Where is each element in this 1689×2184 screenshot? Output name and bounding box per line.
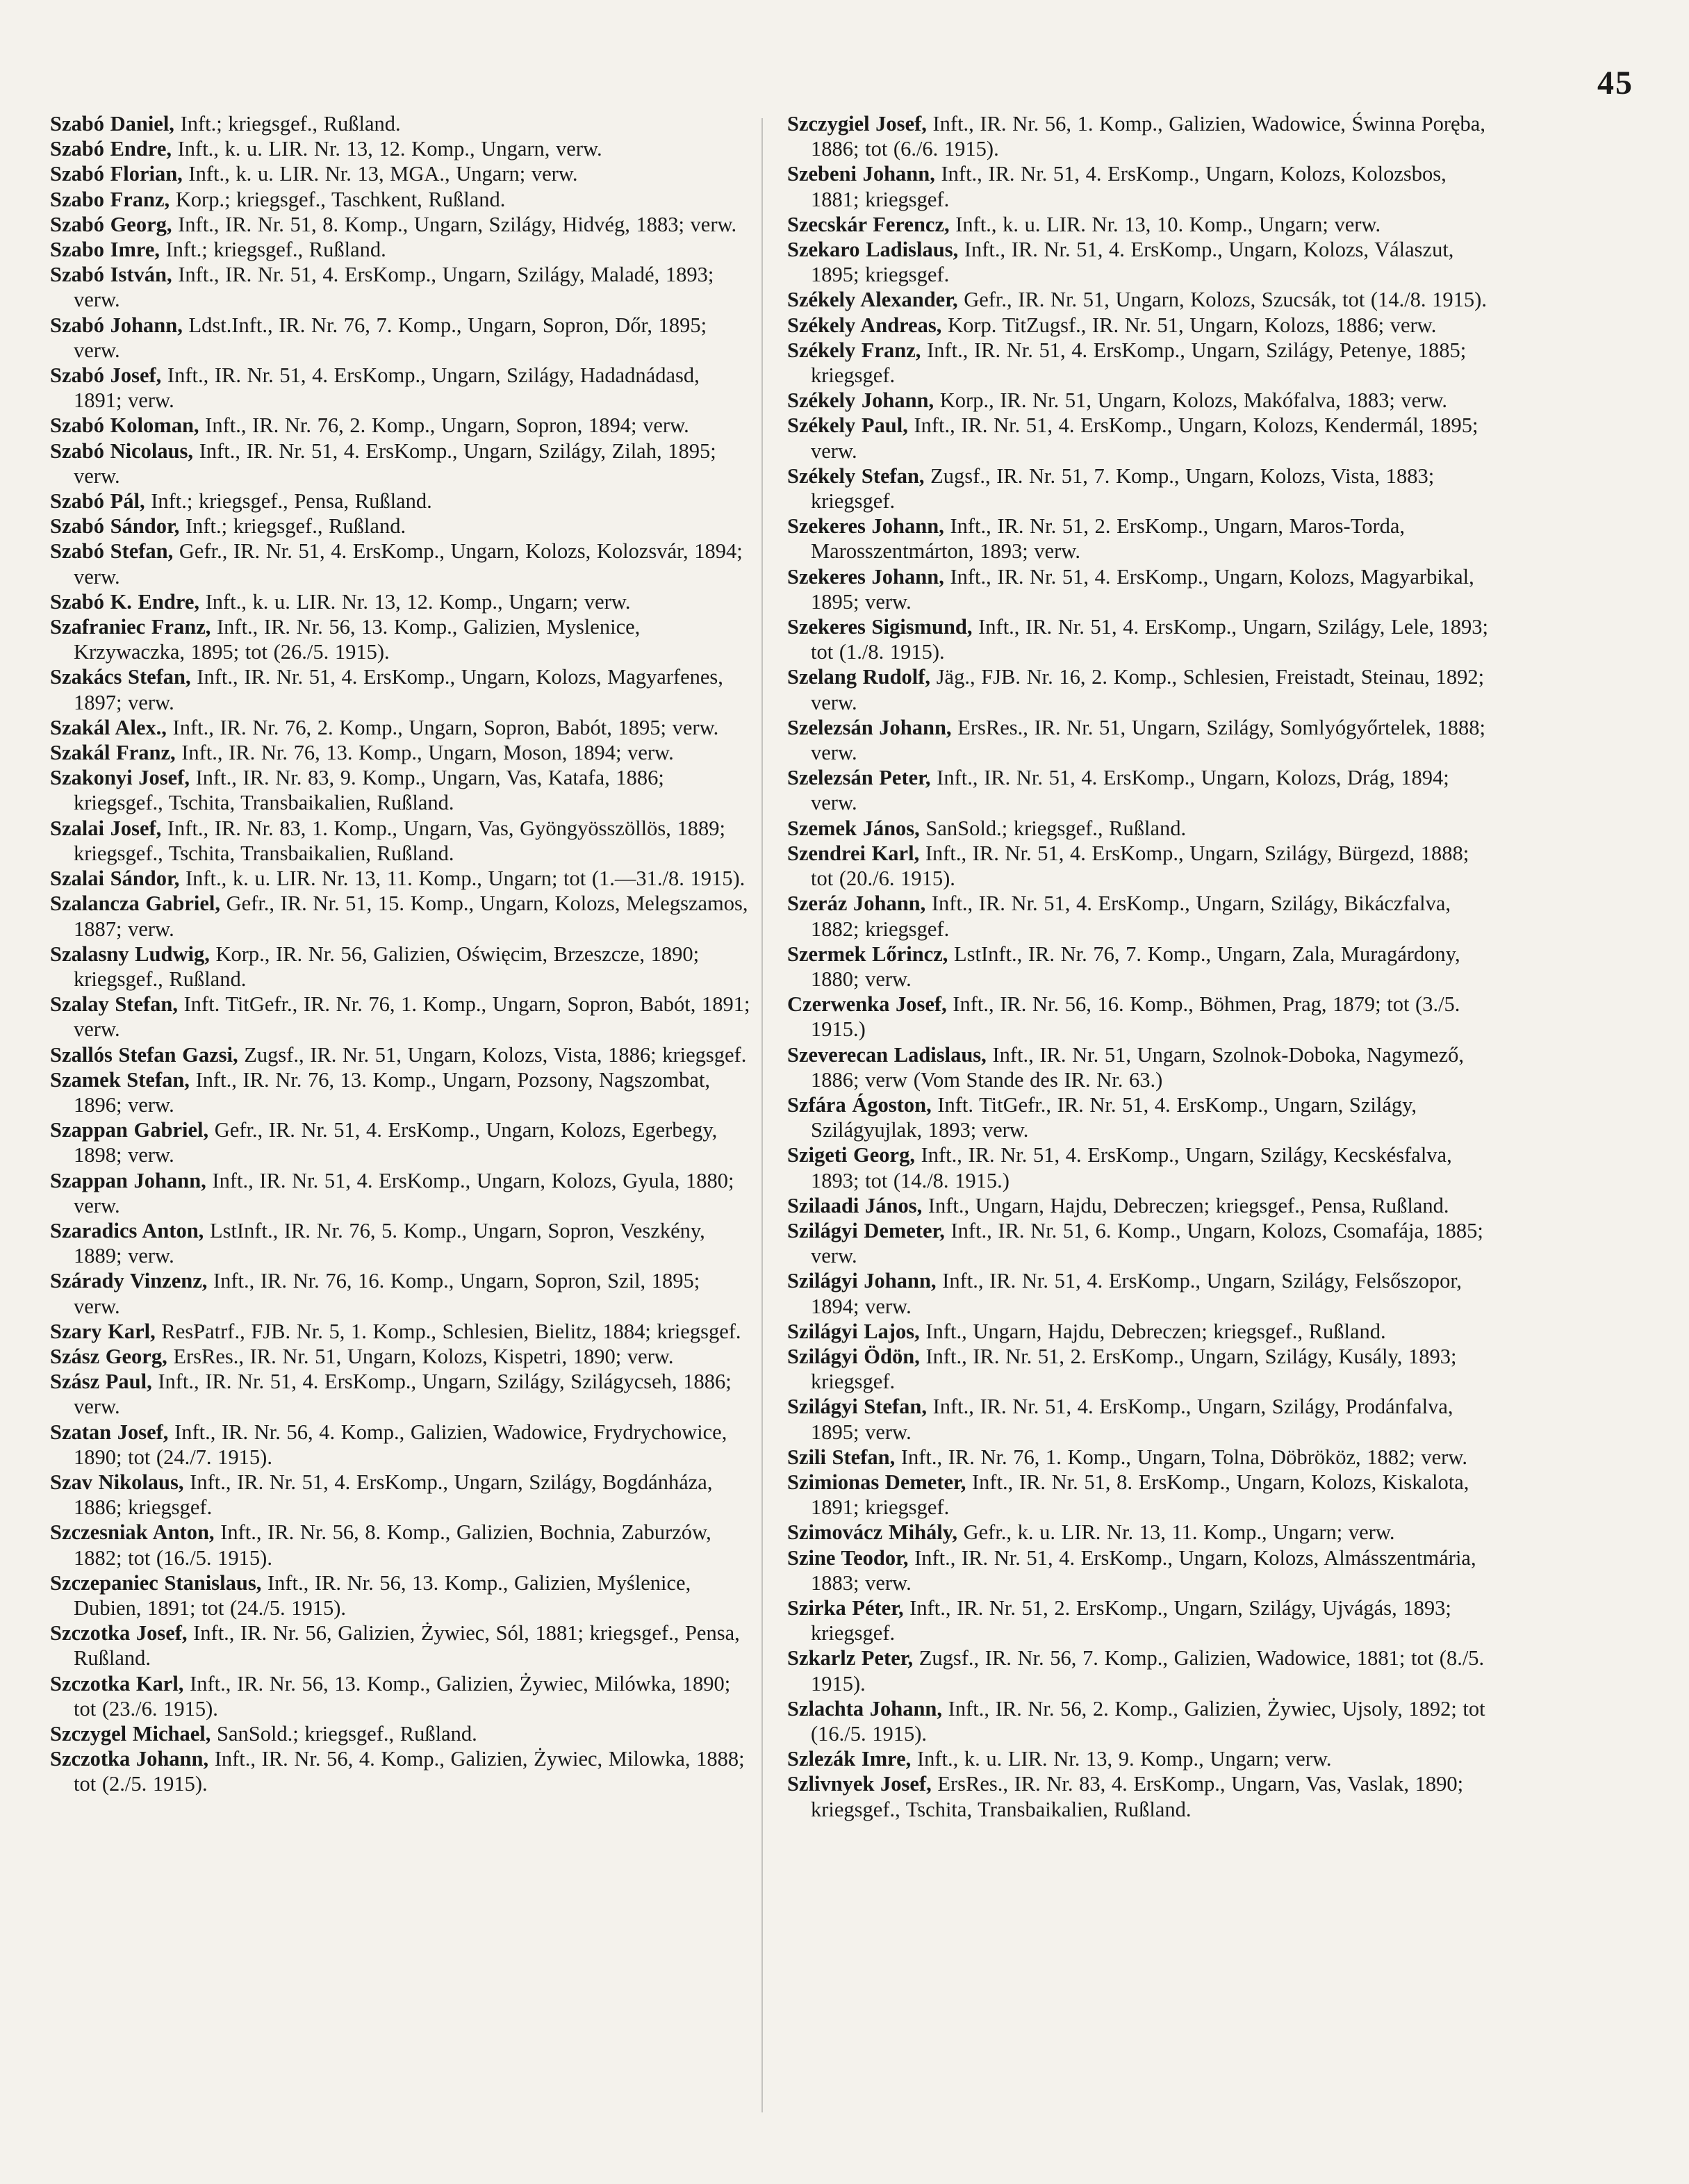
entry-name: Szlezák Imre, [787, 1747, 912, 1771]
entry-name: Szárady Vinzenz, [50, 1269, 208, 1293]
entry-details: Inft., IR. Nr. 51, 4. ErsKomp., Ungarn, Szilágy, Hadadnádasd, 1891; verw. [74, 363, 700, 413]
entry-details: Gefr., IR. Nr. 51, 4. ErsKomp., Ungarn, Kolozs, Egerbegy, 1898; verw. [74, 1118, 718, 1167]
entry-name: Szakonyi Josef, [50, 766, 190, 790]
entry-name: Szczygel Michael, [50, 1722, 211, 1746]
entry-name: Szary Karl, [50, 1319, 156, 1343]
list-entry [787, 237, 1489, 287]
list-entry [50, 161, 752, 186]
entry-details: Inft., k. u. LIR. Nr. 13, 12. Komp., Ungarn, verw. [172, 137, 602, 161]
list-entry [787, 514, 1489, 564]
entry-details: Inft.; kriegsgef., Pensa, Rußland. [145, 489, 432, 514]
entry-details: Inft., IR. Nr. 56, 13. Komp., Galizien, Myslenice, Krzywaczka, 1895; tot (26./5. 1915). [74, 615, 641, 664]
entry-details: Inft., IR. Nr. 51, 4. ErsKomp., Ungarn, Kolozs, Válaszut, 1895; kriegsgef. [811, 238, 1454, 287]
entry-name: Szlachta Johann, [787, 1696, 943, 1721]
entry-name: Szczesniak Anton, [50, 1520, 215, 1545]
entry-details: Ldst.Inft., IR. Nr. 76, 7. Komp., Ungarn, Sopron, Dőr, 1895; verw. [74, 313, 707, 362]
list-entry [787, 1268, 1489, 1318]
entry-name: Székely Paul, [787, 413, 908, 438]
entry-name: Szakács Stefan, [50, 665, 191, 689]
entry-details: Gefr., IR. Nr. 51, Ungarn, Kolozs, Szucsák, tot (14./8. 1915). [957, 288, 1487, 312]
list-entry [50, 1344, 752, 1369]
entry-details: Zugsf., IR. Nr. 56, 7. Komp., Galizien, Wadowice, 1881; tot (8./5. 1915). [811, 1646, 1485, 1696]
list-entry [787, 388, 1489, 413]
list-entry [787, 942, 1489, 992]
entry-name: Szekeres Johann, [787, 564, 944, 589]
entry-details: Inft., IR. Nr. 76, 2. Komp., Ungarn, Sopron, 1894; verw. [199, 413, 689, 438]
list-entry [787, 1645, 1489, 1696]
entry-details: Zugsf., IR. Nr. 51, Ungarn, Kolozs, Vista, 1886; kriegsgef. [238, 1042, 747, 1067]
entry-name: Szalasny Ludwig, [50, 942, 210, 966]
entry-name: Szilágyi Stefan, [787, 1395, 927, 1419]
entry-name: Székely Andreas, [787, 313, 942, 337]
entry-details: Inft., k. u. LIR. Nr. 13, 11. Komp., Ungarn; tot (1.—31./8. 1915). [179, 867, 745, 891]
entry-name: Szakál Franz, [50, 741, 176, 765]
entry-details: Zugsf., IR. Nr. 51, 7. Komp., Ungarn, Kolozs, Vista, 1883; kriegsgef. [811, 463, 1435, 514]
entry-details: Inft., IR. Nr. 51, 6. Komp., Ungarn, Kolozs, Csomafája, 1885; verw. [811, 1218, 1483, 1268]
list-entry [787, 1746, 1489, 1771]
list-entry [50, 740, 752, 765]
entry-details: Inft., IR. Nr. 51, 4. ErsKomp., Ungarn, Kolozs, Magyarbikal, 1895; verw. [811, 564, 1474, 614]
entry-name: Szemek János, [787, 816, 920, 840]
entry-name: Szekaro Ladislaus, [787, 238, 959, 262]
entry-name: Szlivnyek Josef, [787, 1772, 932, 1796]
entry-details: Inft., IR. Nr. 51, Ungarn, Szolnok-Doboka, Nagymező, 1886; verw (Vom Stande des IR. Nr. 63.) [811, 1042, 1465, 1092]
entry-name: Szalay Stefan, [50, 992, 178, 1017]
entry-details: Inft., IR. Nr. 56, 4. Komp., Galizien, Żywiec, Milowka, 1888; tot (2./5. 1915). [74, 1747, 745, 1796]
entry-details: Inft., IR. Nr. 51, 4. ErsKomp., Ungarn, Szilágy, Petenye, 1885; kriegsgef. [811, 338, 1467, 388]
entry-name: Szalai Sándor, [50, 867, 180, 891]
list-entry [50, 1117, 752, 1167]
entry-name: Szabó Florian, [50, 162, 183, 186]
list-entry [787, 715, 1489, 765]
entry-details: Inft., IR. Nr. 51, 4. ErsKomp., Ungarn, Kolozs, Drág, 1894; verw. [811, 766, 1449, 815]
entry-name: Szabó Pál, [50, 489, 145, 514]
list-entry [50, 136, 752, 161]
entry-name: Székely Johann, [787, 388, 934, 413]
list-entry [787, 1092, 1489, 1142]
entry-name: Szczepaniec Stanislaus, [50, 1570, 262, 1595]
list-entry [787, 614, 1489, 664]
entry-name: Szav Nikolaus, [50, 1470, 184, 1494]
entry-details: Inft., IR. Nr. 83, 9. Komp., Ungarn, Vas, Katafa, 1886; kriegsgef., Tschita, Transbaikalien, Rußland. [74, 766, 664, 815]
entry-name: Szilágyi Johann, [787, 1269, 937, 1293]
entry-details: Gefr., k. u. LIR. Nr. 13, 11. Komp., Ungarn; verw. [957, 1520, 1395, 1545]
entry-name: Szatan Josef, [50, 1420, 169, 1444]
entry-details: Inft., IR. Nr. 56, 2. Komp., Galizien, Żywiec, Ujsoly, 1892; tot (16./5. 1915). [811, 1696, 1485, 1746]
entry-details: Inft., Ungarn, Hajdu, Debreczen; kriegsgef., Rußland. [919, 1319, 1386, 1343]
list-entry [787, 1771, 1489, 1821]
entry-details: Inft., IR. Nr. 51, 4. ErsKomp., Ungarn, Kolozs, Kolozsbos, 1881; kriegsgef. [811, 162, 1447, 211]
entry-name: Szabó Daniel, [50, 112, 174, 136]
list-entry [50, 1721, 752, 1746]
list-entry [787, 1470, 1489, 1520]
entry-name: Szabó Georg, [50, 212, 172, 236]
list-entry [50, 891, 752, 941]
entry-name: Szfára Ágoston, [787, 1092, 932, 1117]
entry-details: Inft.; kriegsgef., Rußland. [160, 238, 386, 262]
list-entry [50, 1369, 752, 1419]
list-entry [50, 539, 752, 589]
entry-name: Czerwenka Josef, [787, 992, 947, 1017]
list-entry [787, 212, 1489, 237]
entry-name: Szilágyi Lajos, [787, 1319, 920, 1343]
entry-name: Szappan Gabriel, [50, 1118, 209, 1142]
list-entry [787, 816, 1489, 841]
entry-name: Szeverecan Ladislaus, [787, 1042, 987, 1067]
entry-details: Gefr., IR. Nr. 51, 15. Komp., Ungarn, Kolozs, Melegszamos, 1887; verw. [74, 892, 748, 941]
list-entry [50, 262, 752, 312]
entry-details: ResPatrf., FJB. Nr. 5, 1. Komp., Schlesien, Bielitz, 1884; kriegsgef. [155, 1319, 741, 1343]
entry-details: Inft., IR. Nr. 51, 4. ErsKomp., Ungarn, Szilágy, Zilah, 1895; verw. [74, 438, 716, 488]
entry-details: Inft., IR. Nr. 76, 13. Komp., Ungarn, Moson, 1894; verw. [175, 741, 674, 765]
entry-name: Székely Franz, [787, 338, 921, 362]
entry-name: Szabó Sándor, [50, 514, 180, 539]
entry-details: Inft., IR. Nr. 51, 4. ErsKomp., Ungarn, Szilágy, Felsőszopor, 1894; verw. [811, 1269, 1462, 1318]
list-entry [787, 992, 1489, 1042]
list-entry [50, 1671, 752, 1721]
right-column [787, 111, 1489, 1822]
list-entry [787, 1319, 1489, 1344]
entry-details: Jäg., FJB. Nr. 16, 2. Komp., Schlesien, Freistadt, Steinau, 1892; verw. [811, 665, 1485, 714]
entry-name: Szelang Rudolf, [787, 665, 931, 689]
entry-name: Szili Stefan, [787, 1445, 896, 1469]
entry-name: Szermek Lőrincz, [787, 942, 948, 966]
entry-name: Szimionas Demeter, [787, 1470, 966, 1494]
entry-details: Korp., IR. Nr. 56, Galizien, Oświęcim, Brzeszcze, 1890; kriegsgef., Rußland. [74, 942, 700, 991]
page-number: 45 [1597, 65, 1633, 101]
entry-details: Inft., IR. Nr. 51, 4. ErsKomp., Ungarn, Kolozs, Kendermál, 1895; verw. [811, 413, 1478, 463]
entry-details: Inft., IR. Nr. 51, 4. ErsKomp., Ungarn, Szilágy, Prodánfalva, 1895; verw. [811, 1395, 1453, 1444]
entry-name: Szczotka Karl, [50, 1671, 184, 1696]
list-entry [50, 614, 752, 664]
entry-details: Korp. TitZugsf., IR. Nr. 51, Ungarn, Kolozs, 1886; verw. [941, 313, 1437, 337]
entry-details: Inft., IR. Nr. 56, 4. Komp., Galizien, Wadowice, Frydrychowice, 1890; tot (24./7. 1915). [74, 1420, 727, 1469]
entry-details: Inft., IR. Nr. 51, 4. ErsKomp., Ungarn, Kolozs, Almásszentmária, 1883; verw. [811, 1545, 1476, 1595]
list-entry [50, 1470, 752, 1520]
entry-name: Szabó István, [50, 263, 172, 287]
entry-details: Inft., IR. Nr. 51, 2. ErsKomp., Ungarn, Maros-Torda, Marosszentmárton, 1893; verw. [811, 514, 1406, 564]
entry-details: Inft., IR. Nr. 83, 1. Komp., Ungarn, Vas, Gyöngyösszöllös, 1889; kriegsgef., Tschita, Transbaikalien, Rußland. [74, 816, 725, 865]
list-entry [787, 1142, 1489, 1192]
entry-details: Korp., IR. Nr. 51, Ungarn, Kolozs, Makófalva, 1883; verw. [934, 388, 1448, 413]
entry-details: Inft., IR. Nr. 51, 8. ErsKomp., Ungarn, Kolozs, Kiskalota, 1891; kriegsgef. [811, 1470, 1469, 1520]
entry-name: Szkarlz Peter, [787, 1646, 914, 1670]
list-entry [50, 1168, 752, 1218]
entry-name: Szappan Johann, [50, 1168, 206, 1192]
list-entry [50, 111, 752, 136]
entry-details: Inft., IR. Nr. 51, 4. ErsKomp., Ungarn, Szilágy, Kecskésfalva, 1893; tot (14./8. 1915.) [811, 1143, 1452, 1192]
entry-name: Szabó Koloman, [50, 413, 199, 438]
entry-name: Szekeres Sigismund, [787, 615, 973, 639]
entry-name: Szekeres Johann, [787, 514, 944, 539]
list-entry [787, 1520, 1489, 1545]
list-entry [50, 715, 752, 740]
entry-name: Szász Georg, [50, 1344, 167, 1368]
entry-name: Szakál Alex., [50, 715, 167, 739]
entry-details: Korp.; kriegsgef., Taschkent, Rußland. [170, 187, 506, 211]
list-entry [787, 1218, 1489, 1268]
entry-name: Szeráz Johann, [787, 892, 926, 916]
entry-name: Szczotka Josef, [50, 1621, 188, 1645]
entry-name: Szallós Stefan Gazsi, [50, 1042, 238, 1067]
entry-name: Szendrei Karl, [787, 841, 920, 865]
column-divider [761, 118, 763, 2112]
list-entry [50, 1570, 752, 1620]
left-column [50, 111, 752, 1797]
list-entry [50, 413, 752, 438]
entry-details: LstInft., IR. Nr. 76, 7. Komp., Ungarn, Zala, Muragárdony, 1880; verw. [811, 942, 1460, 991]
entry-details: Inft., IR. Nr. 56, 8. Komp., Galizien, Bochnia, Zaburzów, 1882; tot (16./5. 1915). [74, 1520, 711, 1570]
list-entry [787, 1394, 1489, 1444]
list-entry [787, 1545, 1489, 1595]
entry-details: Inft.; kriegsgef., Rußland. [179, 514, 406, 539]
entry-name: Szabó Nicolaus, [50, 438, 194, 463]
entry-details: Inft., IR. Nr. 76, 13. Komp., Ungarn, Pozsony, Nagszombat, 1896; verw. [74, 1067, 711, 1117]
entry-details: Inft., IR. Nr. 76, 1. Komp., Ungarn, Tolna, Döbrököz, 1882; verw. [895, 1445, 1467, 1469]
entry-name: Székely Stefan, [787, 463, 925, 488]
entry-name: Szilaadi János, [787, 1193, 923, 1217]
entry-details: Inft., IR. Nr. 51, 4. ErsKomp., Ungarn, Szilágy, Bürgezd, 1888; tot (20./6. 1915). [811, 841, 1469, 891]
list-entry [787, 765, 1489, 815]
entry-details: ErsRes., IR. Nr. 51, Ungarn, Szilágy, Somlyógyőrtelek, 1888; verw. [811, 715, 1486, 765]
list-entry [50, 1746, 752, 1796]
entry-details: Inft., k. u. LIR. Nr. 13, 10. Komp., Ungarn; verw. [949, 212, 1381, 236]
list-entry [50, 313, 752, 363]
entry-details: Inft., IR. Nr. 51, 4. ErsKomp., Ungarn, Szilágy, Maladé, 1893; verw. [74, 263, 714, 312]
list-entry [50, 1520, 752, 1570]
entry-details: Inft., IR. Nr. 56, 13. Komp., Galizien, Myślenice, Dubien, 1891; tot (24./5. 1915). [74, 1570, 691, 1620]
entry-details: Inft., IR. Nr. 51, 4. ErsKomp., Ungarn, Szilágy, Lele, 1893; tot (1./8. 1915). [811, 615, 1488, 664]
entry-details: Gefr., IR. Nr. 51, 4. ErsKomp., Ungarn, Kolozs, Kolozsvár, 1894; verw. [74, 539, 743, 589]
entry-name: Szirka Péter, [787, 1595, 904, 1620]
entry-name: Szabo Franz, [50, 187, 170, 211]
entry-details: Inft., IR. Nr. 51, 4. ErsKomp., Ungarn, Kolozs, Gyula, 1880; verw. [74, 1168, 734, 1217]
list-entry [50, 1319, 752, 1344]
list-entry [787, 111, 1489, 161]
list-entry [787, 413, 1489, 463]
entry-details: Inft., IR. Nr. 51, 2. ErsKomp., Ungarn, Szilágy, Kusály, 1893; kriegsgef. [811, 1344, 1457, 1394]
entry-name: Szine Teodor, [787, 1545, 909, 1570]
entry-details: Inft.; kriegsgef., Rußland. [174, 112, 401, 136]
entry-name: Szelezsán Johann, [787, 715, 952, 739]
entry-details: Inft. TitGefr., IR. Nr. 51, 4. ErsKomp., Ungarn, Szilágy, Szilágyujlak, 1893; verw. [811, 1092, 1417, 1142]
entry-details: Inft., IR. Nr. 51, 4. ErsKomp., Ungarn, Kolozs, Magyarfenes, 1897; verw. [74, 665, 723, 714]
list-entry [50, 1420, 752, 1470]
list-entry [50, 1218, 752, 1268]
list-entry [50, 212, 752, 237]
entry-name: Szabó Endre, [50, 137, 172, 161]
list-entry [50, 664, 752, 714]
list-entry [50, 1620, 752, 1670]
entry-name: Szalai Josef, [50, 816, 162, 840]
entry-details: Inft., IR. Nr. 56, Galizien, Żywiec, Sól, 1881; kriegsgef., Pensa, Rußland. [74, 1621, 740, 1670]
entry-name: Szabó Stefan, [50, 539, 174, 564]
entry-details: Inft., Ungarn, Hajdu, Debreczen; kriegsgef., Pensa, Rußland. [922, 1193, 1449, 1217]
entry-details: Inft., IR. Nr. 51, 4. ErsKomp., Ungarn, Szilágy, Bikáczfalva, 1882; kriegsgef. [811, 892, 1451, 941]
list-entry [787, 841, 1489, 891]
entry-details: Inft., IR. Nr. 56, 13. Komp., Galizien, Żywiec, Milówka, 1890; tot (23./6. 1915). [74, 1671, 731, 1721]
entry-name: Szabó K. Endre, [50, 589, 199, 614]
list-entry [50, 514, 752, 539]
list-entry [50, 942, 752, 992]
list-entry [50, 438, 752, 488]
list-entry [50, 363, 752, 413]
entry-details: SanSold.; kriegsgef., Rußland. [919, 816, 1187, 840]
entry-details: SanSold.; kriegsgef., Rußland. [211, 1722, 477, 1746]
list-entry [50, 816, 752, 866]
entry-name: Szczygiel Josef, [787, 112, 927, 136]
entry-name: Szamek Stefan, [50, 1067, 190, 1092]
entry-details: Inft., k. u. LIR. Nr. 13, 12. Komp., Ungarn; verw. [199, 589, 631, 614]
entry-details: ErsRes., IR. Nr. 51, Ungarn, Kolozs, Kispetri, 1890; verw. [167, 1344, 674, 1368]
list-entry [50, 765, 752, 815]
entry-name: Szilágyi Ödön, [787, 1344, 920, 1368]
list-entry [50, 237, 752, 262]
entry-details: Inft. TitGefr., IR. Nr. 76, 1. Komp., Ungarn, Sopron, Babót, 1891; verw. [74, 992, 750, 1042]
entry-details: Inft., IR. Nr. 51, 4. ErsKomp., Ungarn, Szilágy, Szilágycseh, 1886; verw. [74, 1370, 732, 1419]
list-entry [50, 187, 752, 212]
list-entry [50, 1067, 752, 1117]
list-entry [787, 313, 1489, 338]
list-entry [787, 287, 1489, 312]
entry-name: Szász Paul, [50, 1370, 152, 1394]
list-entry [787, 1696, 1489, 1746]
list-entry [787, 1445, 1489, 1470]
entry-details: Inft., IR. Nr. 56, 1. Komp., Galizien, Wadowice, Świnna Poręba, 1886; tot (6./6. 1915). [811, 112, 1485, 161]
entry-name: Szelezsán Peter, [787, 766, 931, 790]
list-entry [50, 866, 752, 891]
entry-name: Székely Alexander, [787, 288, 958, 312]
entry-name: Szecskár Ferencz, [787, 212, 950, 236]
entry-details: LstInft., IR. Nr. 76, 5. Komp., Ungarn, Sopron, Veszkény, 1889; verw. [74, 1218, 705, 1268]
list-entry [787, 1344, 1489, 1394]
entry-name: Szilágyi Demeter, [787, 1218, 945, 1242]
entry-name: Szigeti Georg, [787, 1143, 915, 1167]
list-entry [787, 1595, 1489, 1645]
list-entry [787, 161, 1489, 211]
list-entry [50, 488, 752, 514]
list-entry [787, 564, 1489, 614]
entry-name: Szebeni Johann, [787, 162, 935, 186]
list-entry [787, 463, 1489, 514]
list-entry [50, 1268, 752, 1318]
list-entry [50, 1042, 752, 1067]
entry-name: Szalancza Gabriel, [50, 892, 220, 916]
entry-details: Inft., k. u. LIR. Nr. 13, 9. Komp., Ungarn; verw. [911, 1747, 1332, 1771]
list-entry [50, 992, 752, 1042]
list-entry [50, 589, 752, 614]
entry-details: Inft., IR. Nr. 51, 2. ErsKomp., Ungarn, Szilágy, Ujvágás, 1893; kriegsgef. [811, 1595, 1451, 1645]
entry-details: Inft., IR. Nr. 51, 4. ErsKomp., Ungarn, Szilágy, Bogdánháza, 1886; kriegsgef. [74, 1470, 713, 1520]
list-entry [787, 338, 1489, 388]
entry-details: Inft., IR. Nr. 51, 8. Komp., Ungarn, Szilágy, Hidvég, 1883; verw. [172, 212, 737, 236]
entry-name: Szabo Imre, [50, 238, 160, 262]
entry-name: Szaradics Anton, [50, 1218, 204, 1242]
list-entry [787, 1042, 1489, 1092]
entry-name: Szabó Johann, [50, 313, 183, 337]
list-entry [787, 1193, 1489, 1218]
entry-details: ErsRes., IR. Nr. 83, 4. ErsKomp., Ungarn, Vas, Vaslak, 1890; kriegsgef., Tschita, Transbaikalien, Rußland. [811, 1772, 1464, 1821]
entry-name: Szabó Josef, [50, 363, 162, 388]
entry-details: Inft., IR. Nr. 56, 16. Komp., Böhmen, Prag, 1879; tot (3./5. 1915.) [811, 992, 1460, 1042]
entry-name: Szafraniec Franz, [50, 615, 211, 639]
entry-details: Inft., k. u. LIR. Nr. 13, MGA., Ungarn; verw. [182, 162, 578, 186]
list-entry [787, 664, 1489, 714]
entry-details: Inft., IR. Nr. 76, 2. Komp., Ungarn, Sopron, Babót, 1895; verw. [166, 715, 719, 739]
entry-name: Szczotka Johann, [50, 1747, 209, 1771]
entry-details: Inft., IR. Nr. 76, 16. Komp., Ungarn, Sopron, Szil, 1895; verw. [74, 1269, 700, 1318]
list-entry [787, 891, 1489, 941]
entry-name: Szimovácz Mihály, [787, 1520, 957, 1545]
